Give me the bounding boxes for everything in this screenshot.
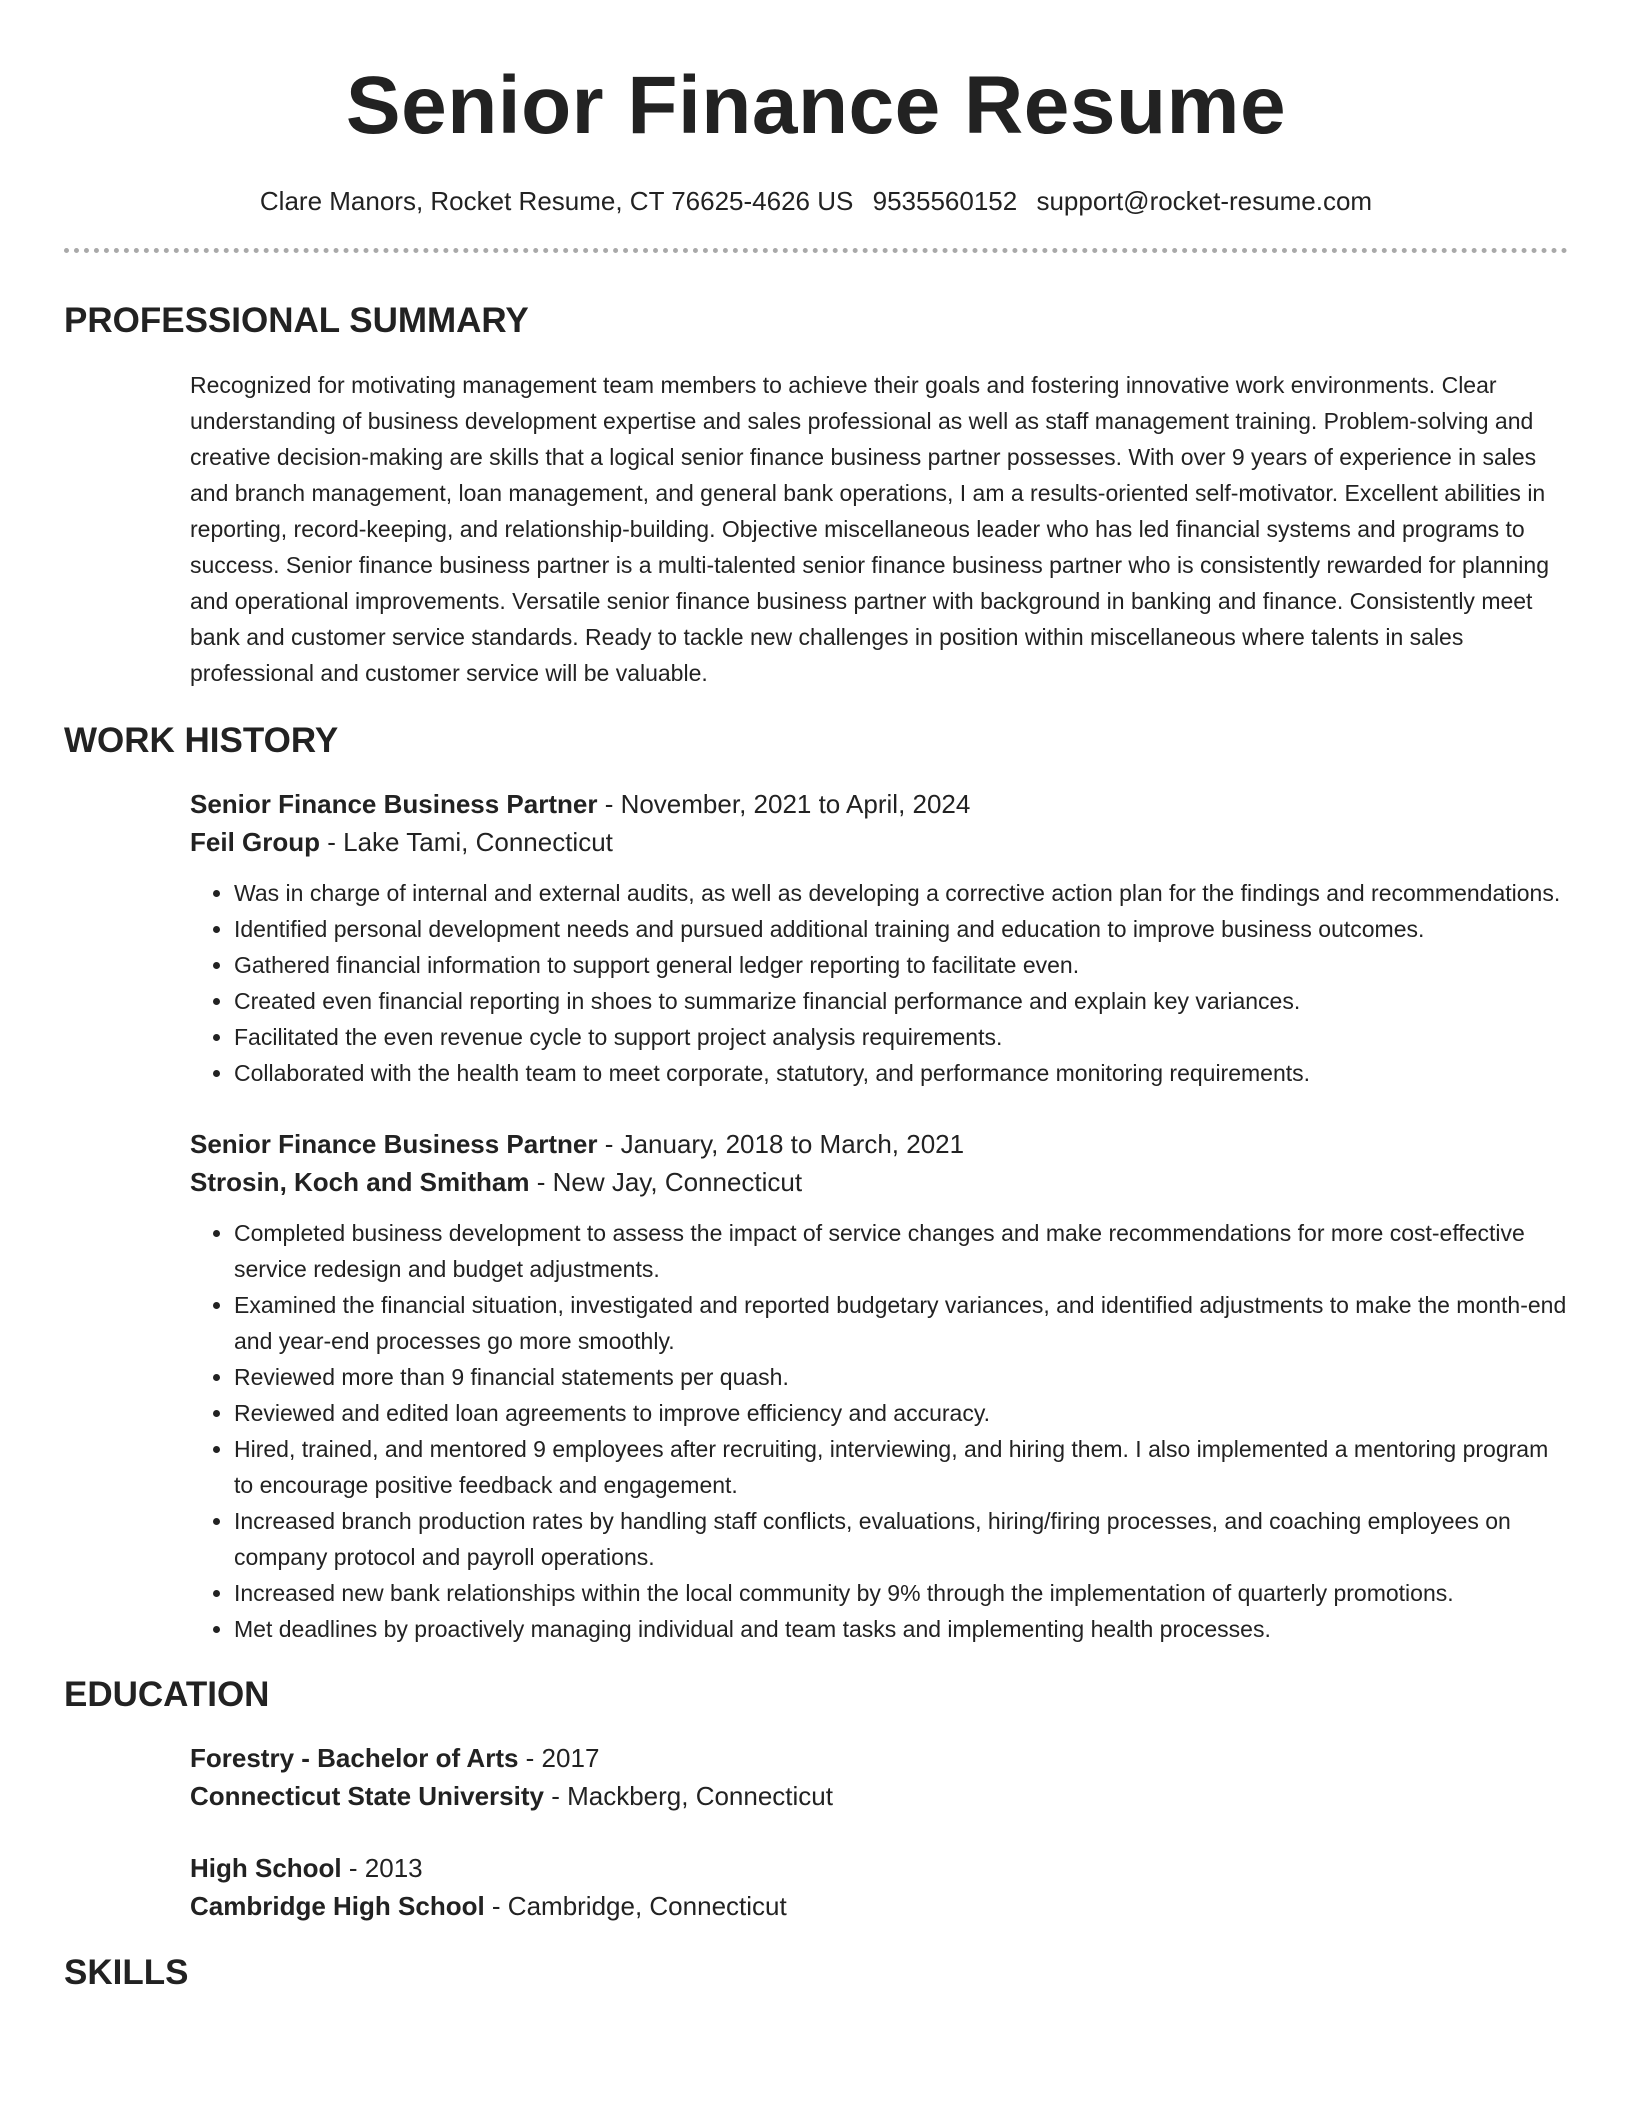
job-bullet: • Hired, trained, and mentored 9 employees after recruiting, interviewing, and hiring them. I also implemented a mentoring program to encourage positive feedback and engagement. — [234, 1431, 1568, 1503]
contact-phone: 9535560152 — [872, 186, 1018, 216]
job-role: Senior Finance Business Partner — [190, 1129, 598, 1159]
resume-title: Senior Finance Resume — [345, 60, 1287, 151]
job-location: - New Jay, Connecticut — [529, 1167, 803, 1197]
job-entry — [190, 1125, 1568, 1647]
education-school-line — [190, 1887, 1568, 1925]
job-bullet: • Reviewed more than 9 financial statements per quash. — [234, 1359, 1568, 1395]
education-year: - 2013 — [341, 1853, 423, 1883]
contact-address: Clare Manors, Rocket Resume, CT 76625-4626 US — [259, 186, 854, 216]
job-company: Feil Group — [190, 827, 320, 857]
section-title-education: EDUCATION — [64, 1675, 270, 1714]
contact-line — [64, 184, 1568, 218]
resume-page — [64, 0, 1568, 1995]
education-entry — [190, 1739, 1568, 1815]
job-bullet: • Examined the financial situation, investigated and reported budgetary variances, and identified adjustments to make the month-end and year-end processes go more smoothly. — [234, 1287, 1568, 1359]
job-bullet: • Identified personal development needs and pursued additional training and education to improve business outcomes. — [234, 911, 1568, 947]
job-location: - Lake Tami, Connecticut — [320, 827, 613, 857]
education-location: - Mackberg, Connecticut — [543, 1781, 833, 1811]
education-year: - 2017 — [518, 1743, 600, 1773]
job-title-line — [190, 785, 1568, 823]
job-bullet: • Was in charge of internal and external audits, as well as developing a corrective action plan for the findings and recommendations. — [234, 875, 1568, 911]
job-company-line — [190, 1163, 1568, 1201]
job-role: Senior Finance Business Partner — [190, 789, 598, 819]
education-entry — [190, 1849, 1568, 1925]
education-degree-line — [190, 1849, 1568, 1887]
job-bullet: • Increased branch production rates by handling staff conflicts, evaluations, hiring/firing processes, and coaching employees on company protocol and payroll operations. — [234, 1503, 1568, 1575]
job-bullet: • Facilitated the even revenue cycle to support project analysis requirements. — [234, 1019, 1568, 1055]
education-school: Cambridge High School — [190, 1891, 485, 1921]
education-school-line — [190, 1777, 1568, 1815]
section-title-skills: SKILLS — [64, 1953, 189, 1992]
job-bullet: • Increased new bank relationships within the local community by 9% through the implementation of quarterly promotions. — [234, 1575, 1568, 1611]
job-dates: - November, 2021 to April, 2024 — [597, 789, 971, 819]
section-title-work-history: WORK HISTORY — [64, 721, 339, 760]
section-title-summary: PROFESSIONAL SUMMARY — [64, 301, 529, 340]
header-divider — [64, 248, 1568, 253]
education-location: - Cambridge, Connecticut — [484, 1891, 787, 1921]
job-bullet: • Collaborated with the health team to meet corporate, statutory, and performance monitoring requirements. — [234, 1055, 1568, 1091]
job-bullet-list — [190, 1215, 1568, 1647]
job-entry — [190, 785, 1568, 1091]
job-bullet: • Created even financial reporting in shoes to summarize financial performance and explain key variances. — [234, 983, 1568, 1019]
job-bullet: • Completed business development to assess the impact of service changes and make recommendations for more cost-effective service redesign and budget adjustments. — [234, 1215, 1568, 1287]
job-bullet: • Met deadlines by proactively managing individual and team tasks and implementing health processes. — [234, 1611, 1568, 1647]
summary-text: Recognized for motivating management team members to achieve their goals and fostering innovative work environments. Clear understanding of business development expertise and sales professional as well as staff management training. Problem-solving and creative decision-making are skills that a logical senior finance business partner possesses. With over 9 years of experience in sales and branch management, loan management, and general bank operations, I am a results-oriented self-motivator. Excellent abilities in reporting, record-keeping, and relationship-building. Objective miscellaneous leader who has led financial systems and programs to success. Senior finance business partner is a multi-talented senior finance business partner who is consistently rewarded for planning and operational improvements. Versatile senior finance business partner with background in banking and finance. Consistently meet bank and customer service standards. Ready to tackle new challenges in position within miscellaneous where talents in sales professional and customer service will be valuable. — [190, 372, 1549, 686]
contact-email: support@rocket-resume.com — [1036, 186, 1373, 216]
job-bullet: • Gathered financial information to support general ledger reporting to facilitate even. — [234, 947, 1568, 983]
job-dates: - January, 2018 to March, 2021 — [597, 1129, 965, 1159]
job-bullet: • Reviewed and edited loan agreements to improve efficiency and accuracy. — [234, 1395, 1568, 1431]
education-degree: High School — [190, 1853, 342, 1883]
job-title-line — [190, 1125, 1568, 1163]
education-degree: Forestry - Bachelor of Arts — [190, 1743, 519, 1773]
job-company: Strosin, Koch and Smitham — [190, 1167, 530, 1197]
education-school: Connecticut State University — [190, 1781, 544, 1811]
job-company-line — [190, 823, 1568, 861]
education-degree-line — [190, 1739, 1568, 1777]
job-bullet-list — [190, 875, 1568, 1091]
